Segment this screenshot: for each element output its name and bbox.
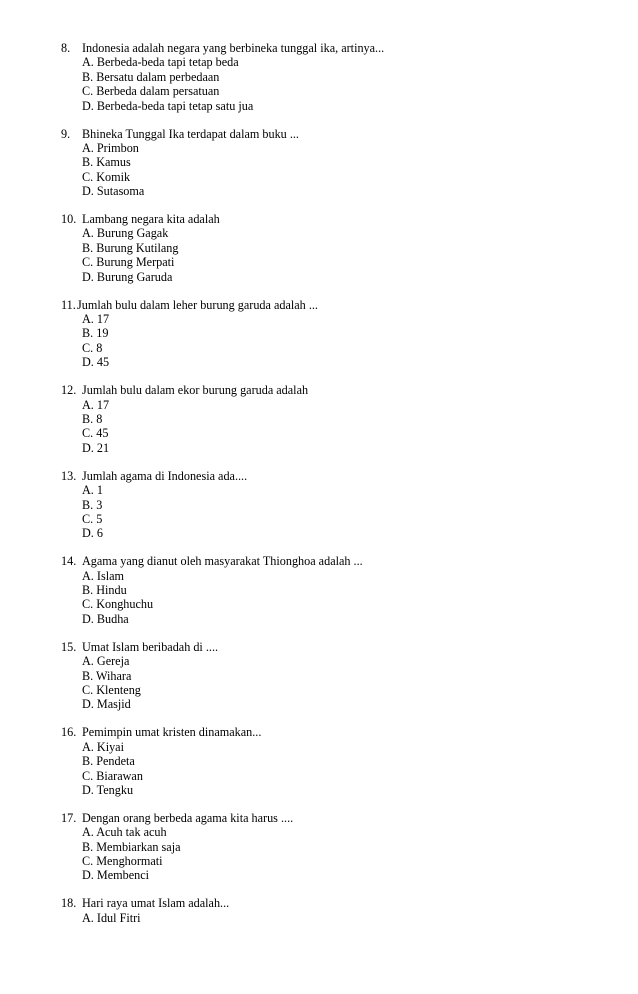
question-line: [61, 212, 621, 226]
question-text: Hari raya umat Islam adalah...: [82, 896, 230, 911]
answer-option: B. Burung Kutilang: [82, 240, 179, 255]
answer-option: B. Hindu: [82, 583, 127, 598]
question-number: 14.: [61, 554, 77, 569]
answer-option: D. Masjid: [82, 697, 131, 712]
question-line: [61, 298, 621, 312]
answer-option: D. 45: [82, 355, 110, 370]
question-9: [61, 127, 621, 199]
answer-option: A. Berbeda-beda tapi tetap beda: [82, 55, 239, 70]
answer-option: A. 17: [82, 397, 110, 412]
question-text: Jumlah agama di Indonesia ada....: [82, 468, 248, 483]
question-17: [61, 811, 621, 883]
question-line: [61, 554, 621, 568]
answer-option: A. Burung Gagak: [82, 226, 169, 241]
question-line: [61, 725, 621, 739]
question-text: Bhineka Tunggal Ika terdapat dalam buku ...: [82, 126, 299, 141]
question-number: 16.: [61, 725, 77, 740]
answer-option: A. Kiyai: [82, 739, 124, 754]
question-11: [61, 298, 621, 370]
answer-options: [61, 398, 621, 456]
question-number: 13.: [61, 468, 77, 483]
answer-option: C. Biarawan: [82, 768, 143, 783]
question-line: [61, 127, 621, 141]
question-line: [61, 41, 621, 55]
question-8: [61, 41, 621, 113]
answer-option: B. Kamus: [82, 155, 131, 170]
answer-options: [61, 911, 621, 925]
answer-option: C. 8: [82, 340, 103, 355]
question-16: [61, 725, 621, 797]
answer-option: A. Idul Fitri: [82, 910, 141, 925]
question-12: [61, 383, 621, 455]
question-text: Jumlah bulu dalam leher burung garuda adalah ...: [77, 297, 318, 312]
question-line: [61, 469, 621, 483]
answer-options: [61, 654, 621, 712]
answer-option: D. 6: [82, 526, 103, 541]
answer-options: [61, 141, 621, 199]
answer-option: A. 1: [82, 483, 103, 498]
answer-options: [61, 740, 621, 798]
question-line: [61, 383, 621, 397]
question-14: [61, 554, 621, 626]
answer-option: B. Membiarkan saja: [82, 839, 181, 854]
question-line: [61, 811, 621, 825]
answer-option: B. 3: [82, 497, 103, 512]
question-10: [61, 212, 621, 284]
question-line: [61, 640, 621, 654]
question-18: [61, 896, 621, 925]
answer-option: C. 45: [82, 426, 109, 441]
question-number: 10.: [61, 212, 77, 227]
answer-option: D. Tengku: [82, 782, 134, 797]
answer-option: D. Berbeda-beda tapi tetap satu jua: [82, 98, 254, 113]
answer-option: A. Gereja: [82, 654, 130, 669]
question-text: Agama yang dianut oleh masyarakat Thionghoa adalah ...: [82, 554, 363, 569]
answer-option: B. 19: [82, 326, 109, 341]
question-13: [61, 469, 621, 541]
question-number: 17.: [61, 810, 77, 825]
answer-option: D. Membenci: [82, 868, 150, 883]
answer-option: B. 8: [82, 411, 103, 426]
answer-option: A. Islam: [82, 568, 124, 583]
question-text: Umat Islam beribadah di ....: [82, 639, 219, 654]
answer-option: D. Burung Garuda: [82, 269, 173, 284]
question-text: Pemimpin umat kristen dinamakan...: [82, 725, 262, 740]
answer-option: D. Sutasoma: [82, 184, 145, 199]
answer-option: C. Klenteng: [82, 683, 141, 697]
answer-option: C. Komik: [82, 169, 131, 184]
question-number: 8.: [61, 41, 71, 55]
answer-option: A. Primbon: [82, 140, 139, 155]
question-number: 12.: [61, 383, 77, 398]
answer-options: [61, 825, 621, 883]
answer-option: C. 5: [82, 511, 103, 526]
question-number: 9.: [61, 126, 71, 141]
question-15: [61, 640, 621, 712]
answer-option: C. Konghuchu: [82, 597, 154, 612]
question-line: [61, 896, 621, 910]
answer-option: A. Acuh tak acuh: [82, 825, 167, 840]
question-text: Lambang negara kita adalah: [82, 212, 220, 227]
question-text: Indonesia adalah negara yang berbineka tunggal ika, artinya...: [82, 41, 385, 55]
answer-options: [61, 312, 621, 370]
question-text: Dengan orang berbeda agama kita harus ....: [82, 810, 294, 825]
answer-options: [61, 55, 621, 113]
answer-option: A. 17: [82, 312, 110, 327]
question-number: 11.: [61, 297, 76, 312]
answer-option: C. Menghormati: [82, 854, 163, 869]
answer-options: [61, 226, 621, 284]
question-number: 15.: [61, 639, 77, 654]
question-text: Jumlah bulu dalam ekor burung garuda adalah: [82, 383, 309, 398]
answer-options: [61, 483, 621, 541]
answer-option: C. Burung Merpati: [82, 255, 175, 270]
question-number: 18.: [61, 896, 77, 911]
answer-option: C. Berbeda dalam persatuan: [82, 84, 220, 99]
answer-option: B. Pendeta: [82, 754, 135, 769]
answer-option: B. Wihara: [82, 668, 132, 683]
question-list: [61, 41, 621, 939]
answer-options: [61, 569, 621, 627]
answer-option: D. 21: [82, 440, 110, 455]
answer-option: B. Bersatu dalam perbedaan: [82, 69, 220, 84]
answer-option: D. Budha: [82, 611, 129, 626]
